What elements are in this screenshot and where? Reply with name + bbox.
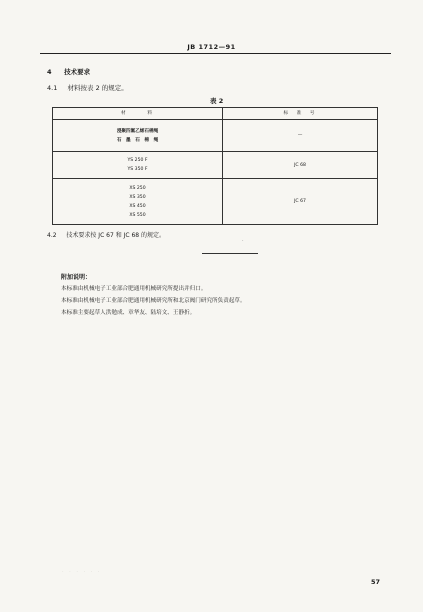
note-line: 本标准主要起草人洪勉成、章华友、陆培文、王静折。	[61, 310, 196, 316]
clause-number: 4.2	[47, 232, 57, 239]
table-caption: 表 2	[210, 97, 224, 105]
clause-4-1	[47, 83, 128, 92]
material-name: XS 450	[129, 203, 146, 209]
header-divider	[40, 53, 391, 54]
clause-number: 4.1	[47, 84, 58, 92]
document-code: JB 1712—91	[187, 43, 236, 51]
section-heading	[47, 67, 90, 76]
material-name: 浸聚四氟乙烯石棉绳	[116, 128, 159, 134]
column-header-material: 材 料	[53, 108, 223, 120]
material-name: XS 350	[129, 194, 146, 200]
table-row	[53, 120, 378, 152]
materials-table	[52, 107, 378, 225]
standard-cell: —	[223, 120, 378, 152]
table-row	[53, 179, 378, 225]
standard-cell: JC 68	[223, 152, 378, 179]
section-title: 技术要求	[64, 68, 91, 76]
page-number: 57	[371, 578, 381, 586]
material-name: YS 350 F	[127, 167, 148, 172]
clause-text: 材料按表 2 的规定。	[67, 84, 128, 92]
section-number: 4	[47, 68, 52, 76]
table-row	[53, 152, 378, 179]
notes-title: 附加说明：	[61, 274, 92, 281]
material-name: XS 550	[129, 212, 146, 218]
stray-mark: ·	[242, 238, 244, 244]
material-cell	[53, 152, 223, 179]
material-cell	[53, 120, 223, 152]
clause-text: 技术要求按 JC 67 和 JC 68 的规定。	[66, 232, 166, 239]
material-name: YS 250 F	[127, 158, 148, 163]
clause-4-2	[47, 230, 165, 239]
end-divider	[202, 253, 258, 254]
material-name: 石 墨 石 棉 绳	[116, 137, 159, 143]
faint-mark: · · · · · ·	[62, 569, 102, 575]
material-name: XS 250	[129, 185, 146, 191]
note-line: 本标准由机械电子工业部合肥通用机械研究所提出并归口。	[61, 286, 207, 292]
standard-cell: JC 67	[223, 179, 378, 225]
note-line: 本标准由机械电子工业部合肥通用机械研究所和北京阀门研究所负责起草。	[61, 298, 246, 304]
table-header-row	[53, 108, 378, 120]
column-header-standard: 标 准 号	[223, 108, 378, 120]
material-cell	[53, 179, 223, 225]
